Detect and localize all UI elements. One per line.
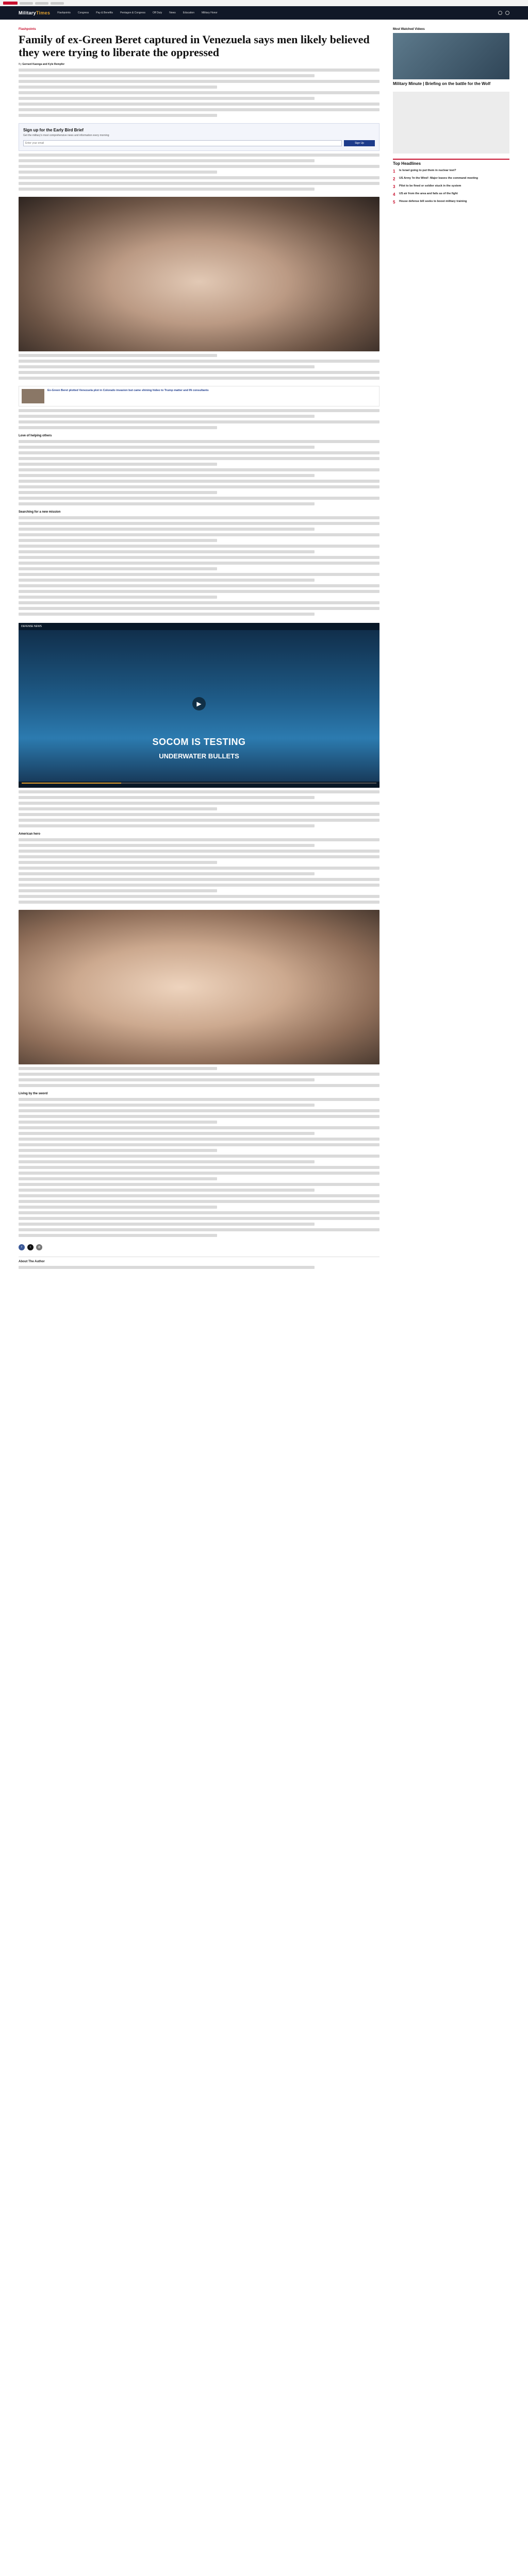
body-text: [19, 1143, 380, 1146]
nav-item[interactable]: Flashpoints: [57, 11, 71, 14]
body-text: [19, 502, 315, 505]
headline-number: 1: [393, 169, 395, 174]
signup-button[interactable]: Sign Up: [344, 140, 375, 146]
sidebar-video-thumbnail[interactable]: [393, 33, 509, 79]
headline-number: 3: [393, 184, 395, 189]
facebook-icon[interactable]: f: [19, 1244, 25, 1250]
body-text: [19, 556, 380, 559]
body-text: [19, 409, 380, 412]
body-text: [19, 1194, 380, 1197]
body-text: [19, 97, 315, 100]
body-text: [19, 802, 380, 805]
video-player[interactable]: [19, 623, 380, 788]
body-text: [19, 861, 217, 864]
body-text: [19, 80, 380, 83]
body-text: [19, 1211, 380, 1214]
article-photo: [19, 910, 380, 1064]
body-text: [19, 108, 380, 111]
body-text: [19, 463, 217, 466]
article-title: Family of ex-Green Beret captured in Venezuela says men likely believed they were trying to liberate the oppressed: [19, 33, 370, 59]
body-text: [19, 420, 380, 423]
mail-icon[interactable]: @: [36, 1244, 42, 1250]
headline-item[interactable]: [393, 177, 509, 181]
site-header: [0, 6, 528, 20]
ad-strip-item: [35, 2, 48, 5]
body-text: [19, 440, 380, 443]
body-text: [19, 790, 380, 793]
video-controls[interactable]: [19, 782, 380, 788]
body-text: [19, 844, 315, 847]
signup-desc: Get the military's most comprehensive news and information every morning: [23, 134, 109, 137]
byline: By Gerrard Kaonga and Kyle Rempfer: [19, 63, 65, 66]
body-text: [19, 878, 380, 881]
body-text: [19, 590, 380, 593]
play-icon[interactable]: ▶: [192, 697, 206, 710]
nav-item[interactable]: Congress: [77, 11, 89, 14]
photo-caption: [19, 354, 217, 357]
twitter-icon[interactable]: t: [27, 1244, 34, 1250]
body-text: [19, 426, 217, 429]
body-text: [19, 596, 217, 599]
video-progress-fill: [22, 783, 121, 784]
body-text: [19, 607, 380, 610]
body-text: [19, 1104, 315, 1107]
body-text: [19, 1121, 217, 1124]
body-text: [19, 480, 380, 483]
body-text: [19, 91, 380, 94]
body-text: [19, 1160, 315, 1163]
share-bar: [19, 1244, 380, 1250]
section-heading: Love of helping others: [19, 434, 52, 437]
body-text: [19, 415, 315, 418]
body-text: [19, 807, 217, 810]
body-text: [19, 474, 315, 477]
sidebar-video-title[interactable]: Military Minute | Briefing on the battle for the Wolf: [393, 81, 491, 86]
body-text: [19, 613, 315, 616]
signup-title: Sign up for the Early Bird Brief: [23, 128, 84, 132]
search-icon[interactable]: [498, 11, 502, 15]
body-text: [19, 371, 380, 374]
body-text: [19, 377, 380, 380]
body-text: [19, 114, 217, 117]
body-text: [19, 838, 380, 841]
body-text: [19, 171, 217, 174]
body-text: [19, 1223, 315, 1226]
body-text: [19, 446, 315, 449]
headline-title[interactable]: Is Israel going to put them in nuclear test?: [399, 169, 456, 172]
related-title[interactable]: Ex-Green Beret plotted Venezuela plot in Colorado invasion but came shining hideo to Trump matter and IN consultants: [47, 389, 209, 392]
body-text: [19, 872, 315, 875]
body-text: [19, 824, 315, 827]
body-text: [19, 485, 380, 488]
body-text: [19, 1149, 217, 1152]
body-text: [19, 522, 380, 525]
body-text: [19, 457, 380, 460]
body-text: [19, 497, 380, 500]
body-text: [19, 74, 315, 77]
body-text: [19, 1132, 315, 1135]
headline-item[interactable]: [393, 169, 509, 174]
body-text: [19, 86, 217, 89]
ad-strip-item: [51, 2, 64, 5]
body-text: [19, 365, 315, 368]
top-strip: [0, 0, 528, 6]
body-text: [19, 545, 380, 548]
body-text: [19, 550, 315, 553]
body-text: [19, 895, 380, 898]
body-text: [19, 188, 315, 191]
about-author-label: About The Author: [19, 1260, 45, 1263]
nav-item[interactable]: Military Honor: [202, 11, 218, 14]
sidebar-label: Most Watched Videos: [393, 28, 425, 31]
top-headlines-heading: Top Headlines: [393, 159, 509, 166]
menu-icon[interactable]: [505, 11, 509, 15]
author-link[interactable]: Gerrard Kaonga and Kyle Rempfer: [22, 63, 65, 66]
body-text: [19, 528, 315, 531]
body-text: [19, 103, 380, 106]
body-text: [19, 901, 380, 904]
related-thumbnail: [22, 389, 44, 403]
body-text: [19, 165, 380, 168]
nav-item[interactable]: Pay & Benefits: [96, 11, 113, 14]
ad-strip-item: [20, 2, 33, 5]
body-text: [19, 159, 315, 162]
headline-title[interactable]: US Army 'In the Wind': Major leaves the command meeting: [399, 177, 478, 180]
body-text: [19, 182, 380, 185]
site-logo[interactable]: MilitaryTimes: [19, 10, 51, 15]
body-text: [19, 855, 380, 858]
sidebar-ad[interactable]: [393, 92, 509, 154]
headline-item[interactable]: [393, 200, 509, 205]
body-text: [19, 1126, 380, 1129]
body-text: [19, 1200, 380, 1203]
body-text: [19, 176, 380, 179]
body-text: [19, 533, 380, 536]
body-text: [19, 451, 380, 454]
body-text: [19, 491, 217, 494]
body-text: [19, 562, 380, 565]
body-text: [19, 889, 217, 892]
video-progress-bar[interactable]: [22, 783, 376, 784]
body-text: [19, 1166, 380, 1169]
headline-title[interactable]: House defense bill seeks to boost military training: [399, 200, 467, 203]
photo-caption: [19, 1067, 217, 1070]
headline-number: 4: [393, 192, 395, 197]
nav-item[interactable]: News: [169, 11, 176, 14]
body-text: [19, 1078, 315, 1081]
video-subtitle: UNDERWATER BULLETS: [159, 752, 239, 760]
section-heading: Searching for a new mission: [19, 511, 61, 514]
headline-number: 2: [393, 177, 395, 181]
video-channel: DEFENSE NEWS: [21, 625, 42, 628]
video-title: SOCOM IS TESTING: [152, 737, 246, 747]
body-text: [19, 1115, 380, 1118]
body-text: [19, 1228, 380, 1231]
body-text: [19, 1183, 380, 1186]
article-main: [19, 25, 380, 1269]
body-text: [19, 1084, 380, 1087]
body-text: [19, 1098, 380, 1101]
related-article[interactable]: [19, 386, 380, 406]
body-text: [19, 539, 217, 542]
video-top-bar: [19, 623, 380, 630]
body-text: [19, 567, 217, 570]
body-text: [19, 154, 380, 157]
ad-strip[interactable]: [3, 2, 18, 5]
body-text: [19, 1109, 380, 1112]
headline-item[interactable]: [393, 192, 509, 197]
body-text: [19, 1177, 217, 1180]
sidebar: [393, 25, 509, 205]
body-text: [19, 1189, 315, 1192]
body-text: [19, 584, 380, 587]
section-heading: American hero: [19, 833, 41, 836]
body-text: [19, 360, 380, 363]
body-text: [19, 579, 315, 582]
body-text: [19, 850, 380, 853]
author-bio: [19, 1266, 315, 1269]
body-text: [19, 796, 315, 799]
article-photo: [19, 197, 380, 351]
headline-number: 5: [393, 200, 395, 205]
body-text: [19, 1172, 380, 1175]
newsletter-signup: [19, 123, 380, 151]
body-text: [19, 601, 380, 604]
body-text: [19, 516, 380, 519]
body-text: [19, 819, 380, 822]
headline-item[interactable]: [393, 184, 509, 189]
body-text: [19, 573, 380, 576]
email-field[interactable]: [23, 140, 342, 146]
body-text: [19, 884, 380, 887]
body-text: [19, 69, 380, 72]
nav-item[interactable]: Education: [183, 11, 194, 14]
section-heading: Living by the sword: [19, 1092, 48, 1095]
body-text: [19, 1234, 217, 1237]
headline-title[interactable]: US air from the area and fails as of the fight: [399, 192, 458, 195]
article-kicker[interactable]: Flashpoints: [19, 28, 36, 31]
nav-item[interactable]: Pentagon & Congress: [120, 11, 145, 14]
author-box: [19, 1257, 380, 1269]
body-text: [19, 1206, 217, 1209]
body-text: [19, 1073, 380, 1076]
body-text: [19, 468, 380, 471]
body-text: [19, 813, 380, 816]
body-text: [19, 1138, 380, 1141]
body-text: [19, 1155, 380, 1158]
body-text: [19, 867, 380, 870]
headline-title[interactable]: Pilot to be fined or soldier stuck in the system: [399, 184, 461, 188]
body-text: [19, 1217, 380, 1220]
nav-item[interactable]: Off Duty: [152, 11, 162, 14]
